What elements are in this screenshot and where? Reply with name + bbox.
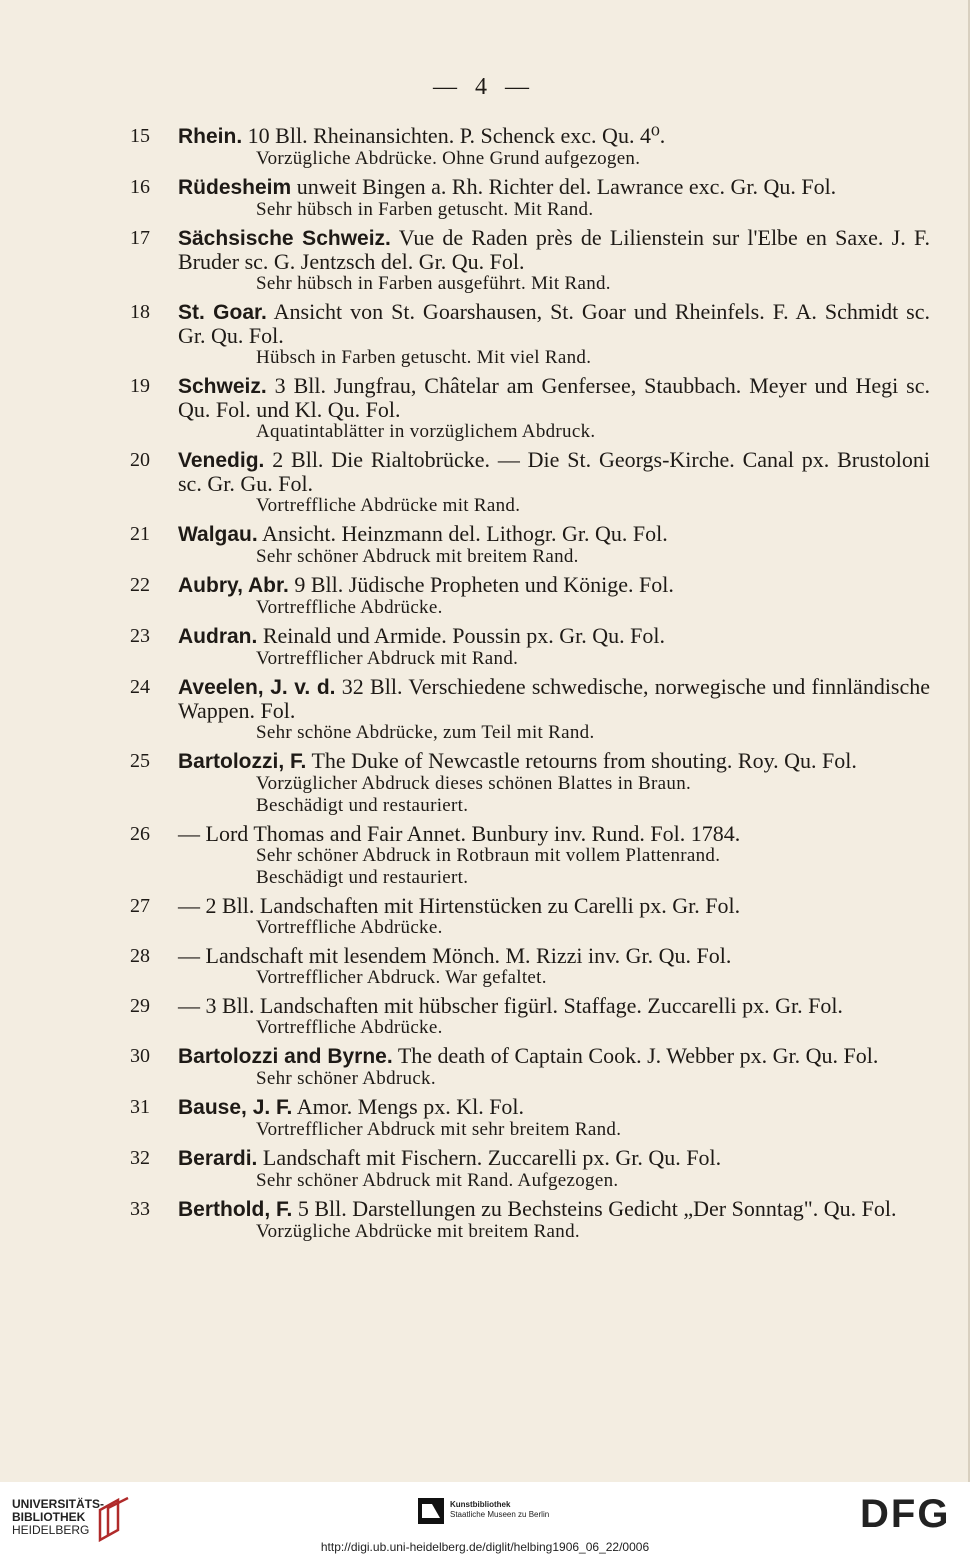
entry-description <box>178 944 930 967</box>
entry-note: Vortreffliche Abdrücke. <box>256 917 443 938</box>
catalog-entry <box>130 448 930 517</box>
entry-number: 27 <box>130 895 150 917</box>
entry-content <box>178 374 930 443</box>
entry-content <box>178 1197 930 1243</box>
catalog-entry <box>130 175 930 221</box>
entry-content <box>178 894 930 939</box>
page-number: — 4 — <box>433 74 535 100</box>
entry-title: Rüdesheim <box>178 176 292 199</box>
catalog-entry <box>130 374 930 443</box>
entry-note: Vorzügliche Abdrücke mit breitem Rand. <box>256 1221 580 1242</box>
entry-content <box>178 944 930 989</box>
entry-content <box>178 573 930 619</box>
entry-note: Sehr schöne Abdrücke, zum Teil mit Rand. <box>256 722 595 743</box>
catalog-entry <box>130 822 930 889</box>
dfg-logo[interactable]: DFG <box>860 1492 951 1536</box>
entry-description <box>178 300 930 347</box>
entry-number: 24 <box>130 676 150 698</box>
entry-number: 29 <box>130 995 150 1017</box>
entry-content <box>178 1095 930 1141</box>
entry-description <box>178 124 930 148</box>
kb-line2: Staatliche Museen zu Berlin <box>450 1510 550 1519</box>
entry-content <box>178 822 930 889</box>
entry-description <box>178 749 930 773</box>
entry-text: 10 Bll. Rheinansichten. P. Schenck exc. Qu. 4⁰. <box>247 123 666 148</box>
entry-title: Audran. <box>178 625 258 648</box>
catalog-entry <box>130 944 930 989</box>
catalog-entry <box>130 226 930 295</box>
entry-title: Walgau. <box>178 523 258 546</box>
entry-content <box>178 300 930 369</box>
entry-text: 2 Bll. Die Rialtobrücke. — Die St. Georgs-Kirche. Canal px. Brustoloni sc. Gr. Gu. Fol. <box>178 447 930 496</box>
entry-content <box>178 522 930 568</box>
catalog-entry <box>130 1095 930 1141</box>
entry-text: Ansicht von St. Goarshausen, St. Goar und Rheinfels. F. A. Schmidt sc. Gr. Qu. Fol. <box>178 299 930 348</box>
entry-note: Vorzüglicher Abdruck dieses schönen Blattes in Braun. <box>256 773 692 794</box>
entry-text: Vue de Raden près de Lilienstein sur l'Elbe en Saxe. J. F. Bruder sc. G. Jentzsch del. Gr. Qu. Fol. <box>178 225 930 274</box>
entry-number: 17 <box>130 227 150 249</box>
entry-title: Rhein. <box>178 125 243 148</box>
entry-text: Amor. Mengs px. Kl. Fol. <box>296 1094 525 1119</box>
entry-text: 3 Bll. Jungfrau, Châtelar am Genfersee, Staubbach. Meyer und Hegi sc. Qu. Fol. und Kl. Qu. Fol. <box>178 373 930 422</box>
entry-title: Venedig. <box>178 449 265 472</box>
entry-note: Vortreffliche Abdrücke mit Rand. <box>256 495 521 516</box>
entry-note: Sehr schöner Abdruck. <box>256 1068 436 1089</box>
catalog-entry <box>130 1146 930 1192</box>
entry-content <box>178 624 930 670</box>
entry-number: 18 <box>130 301 150 323</box>
university-library-logo[interactable] <box>12 1498 104 1537</box>
entry-description <box>178 1197 930 1221</box>
entry-description <box>178 624 930 648</box>
entry-number: 28 <box>130 945 150 967</box>
entry-note: Sehr hübsch in Farben getuscht. Mit Rand. <box>256 199 594 220</box>
catalog-entry <box>130 749 930 817</box>
entry-note: Vorzügliche Abdrücke. Ohne Grund aufgezogen. <box>256 148 641 169</box>
catalog-entry <box>130 1197 930 1243</box>
entry-description <box>178 1146 930 1170</box>
entry-note: Sehr schöner Abdruck mit Rand. Aufgezogen. <box>256 1170 619 1191</box>
entry-number: 15 <box>130 125 150 147</box>
catalog-entry <box>130 522 930 568</box>
entry-content <box>178 226 930 295</box>
entry-text: unweit Bingen a. Rh. Richter del. Lawrance exc. Gr. Qu. Fol. <box>296 174 837 199</box>
entry-title: Berardi. <box>178 1147 258 1170</box>
entry-note: Hübsch in Farben getuscht. Mit viel Rand. <box>256 347 592 368</box>
library-mark-icon <box>96 1496 134 1542</box>
catalog-entry <box>130 300 930 369</box>
entry-description <box>178 1044 930 1068</box>
kb-line1: Kunstbibliothek <box>450 1500 511 1509</box>
entry-content <box>178 175 930 221</box>
entry-note: Beschädigt und restauriert. <box>256 867 469 888</box>
entry-note: Vortrefflicher Abdruck. War gefaltet. <box>256 967 547 988</box>
entry-text: 9 Bll. Jüdische Propheten und Könige. Fol. <box>294 572 674 597</box>
entry-content <box>178 675 930 744</box>
entry-content <box>178 1146 930 1192</box>
entry-note: Aquatintablätter in vorzüglichem Abdruck. <box>256 421 596 442</box>
entry-number: 22 <box>130 574 150 596</box>
entry-description <box>178 175 930 199</box>
entry-text: Landschaft mit Fischern. Zuccarelli px. Gr. Qu. Fol. <box>262 1145 722 1170</box>
entry-note: Sehr schöner Abdruck mit breitem Rand. <box>256 546 579 567</box>
entry-number: 23 <box>130 625 150 647</box>
entry-description <box>178 1095 930 1119</box>
entry-number: 30 <box>130 1045 150 1067</box>
entry-content <box>178 124 930 170</box>
entry-text: 5 Bll. Darstellungen zu Bechsteins Gedicht „Der Sonntag". Qu. Fol. <box>297 1196 897 1221</box>
entry-description <box>178 522 930 546</box>
entry-description <box>178 374 930 421</box>
entry-text: — 2 Bll. Landschaften mit Hirtenstücken zu Carelli px. Gr. Fol. <box>178 893 741 918</box>
entry-title: Schweiz. <box>178 375 267 398</box>
entry-number: 31 <box>130 1096 150 1118</box>
entry-text: The Duke of Newcastle retourns from shouting. Roy. Qu. Fol. <box>311 748 857 773</box>
entry-content <box>178 749 930 817</box>
library-line1: UNIVERSITÄTS- <box>12 1497 105 1511</box>
source-url[interactable]: http://digi.ub.uni-heidelberg.de/diglit/helbing1906_06_22/0006 <box>320 1540 650 1554</box>
entry-content <box>178 448 930 517</box>
library-line2: BIBLIOTHEK <box>12 1510 86 1524</box>
entry-number: 32 <box>130 1147 150 1169</box>
entry-text: 32 Bll. Verschiedene schwedische, norwegische und finnländische Wappen. Fol. <box>178 674 931 723</box>
entry-number: 16 <box>130 176 150 198</box>
entry-number: 20 <box>130 449 150 471</box>
entry-note: Vortrefflicher Abdruck mit Rand. <box>256 648 519 669</box>
entry-title: Bause, J. F. <box>178 1096 293 1119</box>
entry-title: Bartolozzi and Byrne. <box>178 1045 393 1068</box>
entry-title: Aveelen, J. v. d. <box>178 676 336 699</box>
kunstbibliothek-logo-icon <box>418 1498 444 1524</box>
entry-note: Sehr hübsch in Farben ausgeführt. Mit Rand. <box>256 273 611 294</box>
entry-number: 19 <box>130 375 150 397</box>
entry-description <box>178 894 930 917</box>
entry-description <box>178 994 930 1017</box>
catalog-entry <box>130 894 930 939</box>
entry-title: Aubry, Abr. <box>178 574 289 597</box>
entry-text: — 3 Bll. Landschaften mit hübscher figürl. Staffage. Zuccarelli px. Gr. Fol. <box>178 993 843 1018</box>
footer <box>0 1484 970 1556</box>
entry-title: Sächsische Schweiz. <box>178 227 391 250</box>
catalog-entries <box>130 124 930 1248</box>
entry-note: Sehr schöner Abdruck in Rotbraun mit vollem Plattenrand. <box>256 845 721 866</box>
entry-number: 21 <box>130 523 150 545</box>
entry-number: 25 <box>130 750 150 772</box>
entry-description <box>178 448 930 495</box>
catalog-entry <box>130 624 930 670</box>
entry-description <box>178 226 930 273</box>
catalog-entry <box>130 1044 930 1090</box>
entry-number: 26 <box>130 823 150 845</box>
entry-description <box>178 822 930 845</box>
entry-content <box>178 994 930 1039</box>
entry-number: 33 <box>130 1198 150 1220</box>
entry-text: — Lord Thomas and Fair Annet. Bunbury inv. Rund. Fol. 1784. <box>178 821 741 846</box>
catalog-entry <box>130 124 930 170</box>
entry-note: Beschädigt und restauriert. <box>256 795 469 816</box>
entry-title: St. Goar. <box>178 301 267 324</box>
entry-title: Bartolozzi, F. <box>178 750 307 773</box>
entry-text: — Landschaft mit lesendem Mönch. M. Rizzi inv. Gr. Qu. Fol. <box>178 943 732 968</box>
catalog-entry <box>130 675 930 744</box>
entry-note: Vortreffliche Abdrücke. <box>256 1017 443 1038</box>
catalog-entry <box>130 573 930 619</box>
kunstbibliothek-text <box>450 1500 549 1520</box>
entry-text: Ansicht. Heinzmann del. Lithogr. Gr. Qu. Fol. <box>262 521 668 546</box>
entry-title: Berthold, F. <box>178 1198 293 1221</box>
library-line3: HEIDELBERG <box>12 1523 90 1537</box>
entry-description <box>178 675 930 722</box>
catalog-entry <box>130 994 930 1039</box>
entry-note: Vortreffliche Abdrücke. <box>256 597 443 618</box>
entry-text: Reinald und Armide. Poussin px. Gr. Qu. Fol. <box>262 623 665 648</box>
entry-note: Vortrefflicher Abdruck mit sehr breitem Rand. <box>256 1119 622 1140</box>
entry-description <box>178 573 930 597</box>
entry-text: The death of Captain Cook. J. Webber px. Gr. Qu. Fol. <box>397 1043 879 1068</box>
entry-content <box>178 1044 930 1090</box>
